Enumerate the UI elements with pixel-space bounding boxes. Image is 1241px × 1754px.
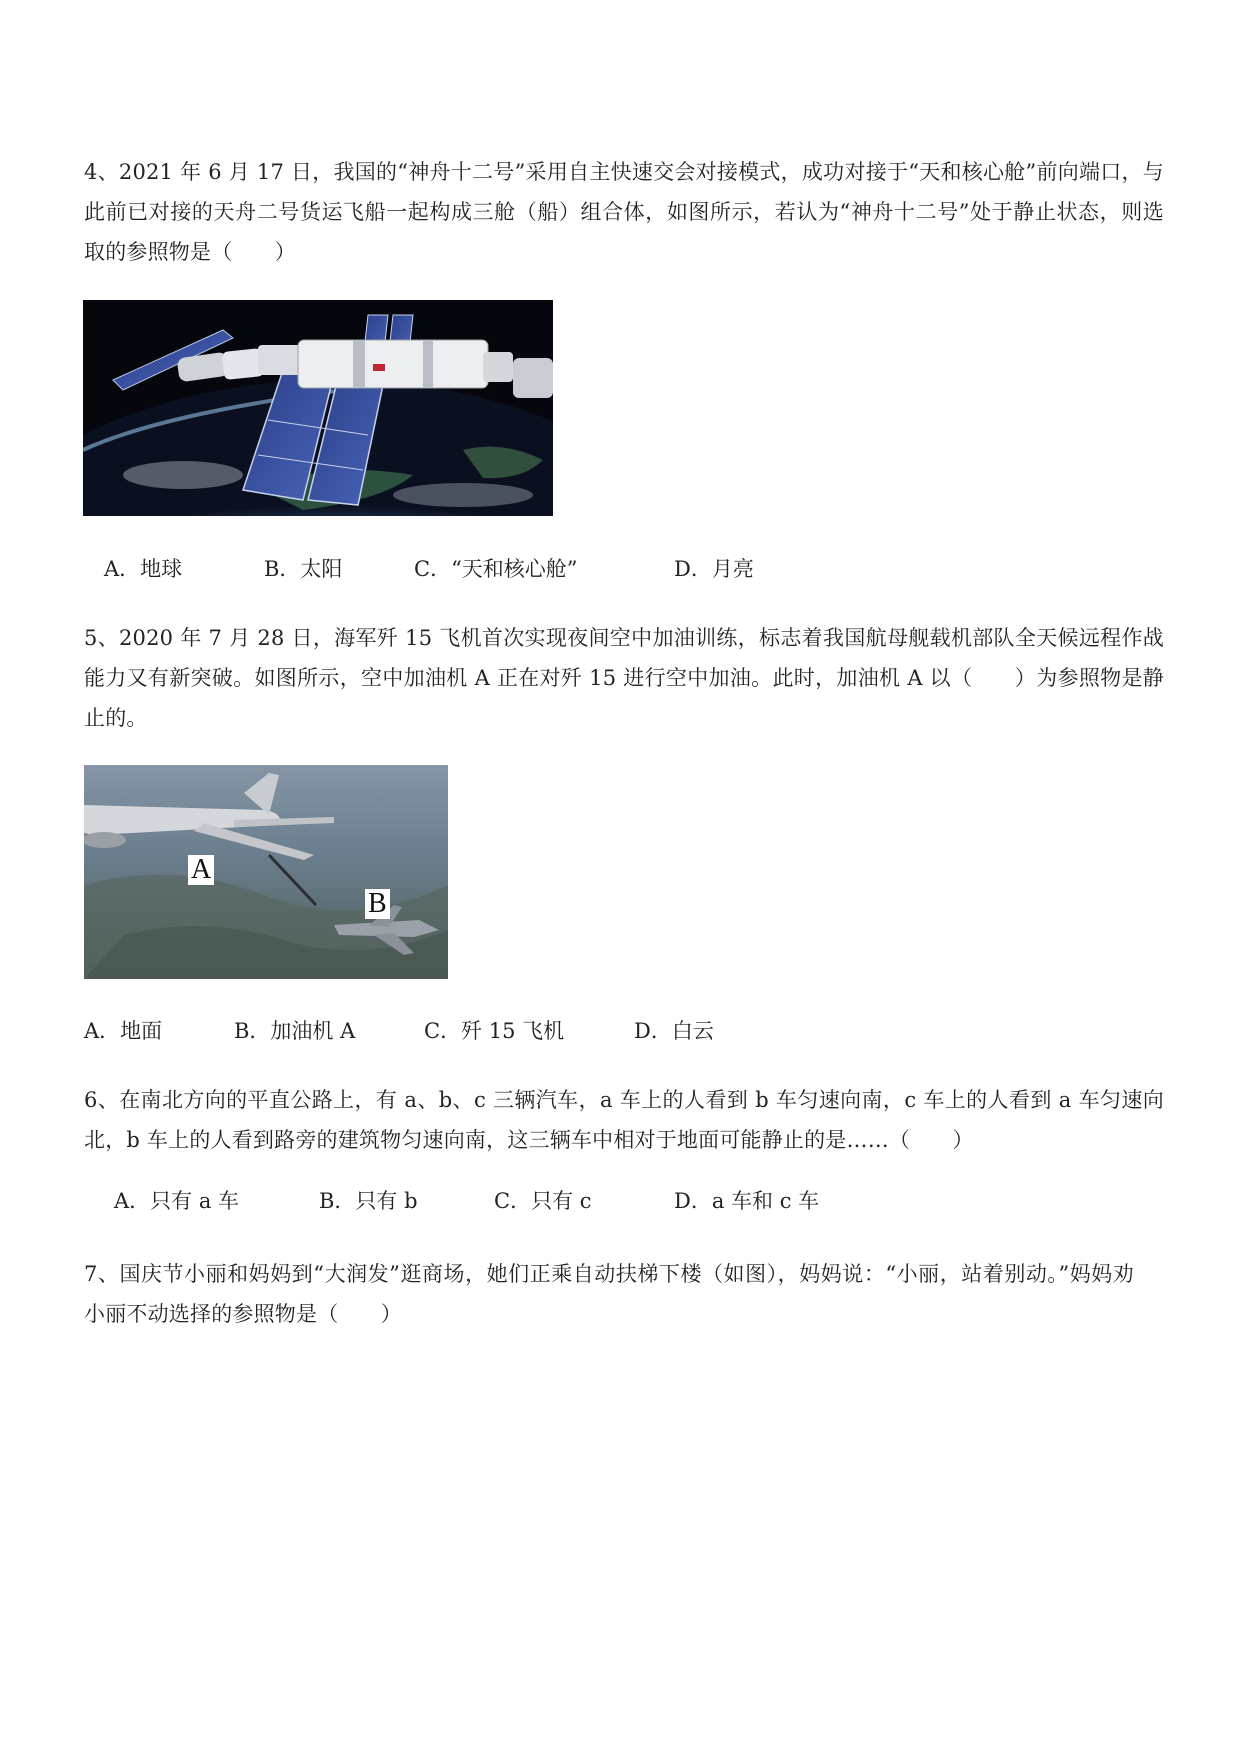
space-station-image [83, 300, 553, 516]
q6-option-b[interactable]: B．只有 b [319, 1189, 418, 1213]
q5-option-d[interactable]: D．白云 [634, 1019, 714, 1043]
q4-option-c[interactable]: C．“天和核心舱” [414, 557, 578, 581]
question-6-text: 6、在南北方向的平直公路上，有 a、b、c 三辆汽车，a 车上的人看到 b 车匀速向南，c 车上的人看到 a 车匀速向北，b 车上的人看到路旁的建筑物匀速向南，这三辆车中相对于地面可能静止的是……（ ） [84, 1088, 1164, 1152]
figure-label-b: B [365, 889, 390, 919]
q5-option-c[interactable]: C．歼 15 飞机 [424, 1019, 565, 1043]
q6-option-a[interactable]: A．只有 a 车 [114, 1189, 240, 1213]
q4-option-a[interactable]: A．地球 [104, 557, 183, 581]
q4-option-d[interactable]: D．月亮 [674, 557, 754, 581]
q5-option-b[interactable]: B．加油机 A [234, 1019, 356, 1043]
q4-option-b[interactable]: B．太阳 [264, 557, 343, 581]
figure-label-a: A [188, 855, 214, 885]
question-5-text: 5、2020 年 7 月 28 日，海军歼 15 飞机首次实现夜间空中加油训练，标志着我国航母舰载机部队全天候远程作战能力又有新突破。如图所示，空中加油机 A 正在对歼 15 进行空中加油。此时，加油机 A 以（ ）为参照物是静止的。 [84, 626, 1164, 730]
question-7-text: 7、国庆节小丽和妈妈到“大润发”逛商场，她们正乘自动扶梯下楼（如图），妈妈说：“小丽，站着别动。”妈妈劝小丽不动选择的参照物是（ ） [84, 1262, 1134, 1326]
refueling-image [84, 765, 448, 979]
q6-option-d[interactable]: D．a 车和 c 车 [674, 1189, 820, 1213]
q5-option-a[interactable]: A．地面 [84, 1019, 163, 1043]
q6-option-c[interactable]: C．只有 c [494, 1189, 592, 1213]
question-4-text: 4、2021 年 6 月 17 日，我国的“神舟十二号”采用自主快速交会对接模式，成功对接于“天和核心舱”前向端口，与此前已对接的天舟二号货运飞船一起构成三舱（船）组合体，如图所示，若认为“神舟十二号”处于静止状态，则选取的参照物是（ ） [84, 160, 1164, 264]
